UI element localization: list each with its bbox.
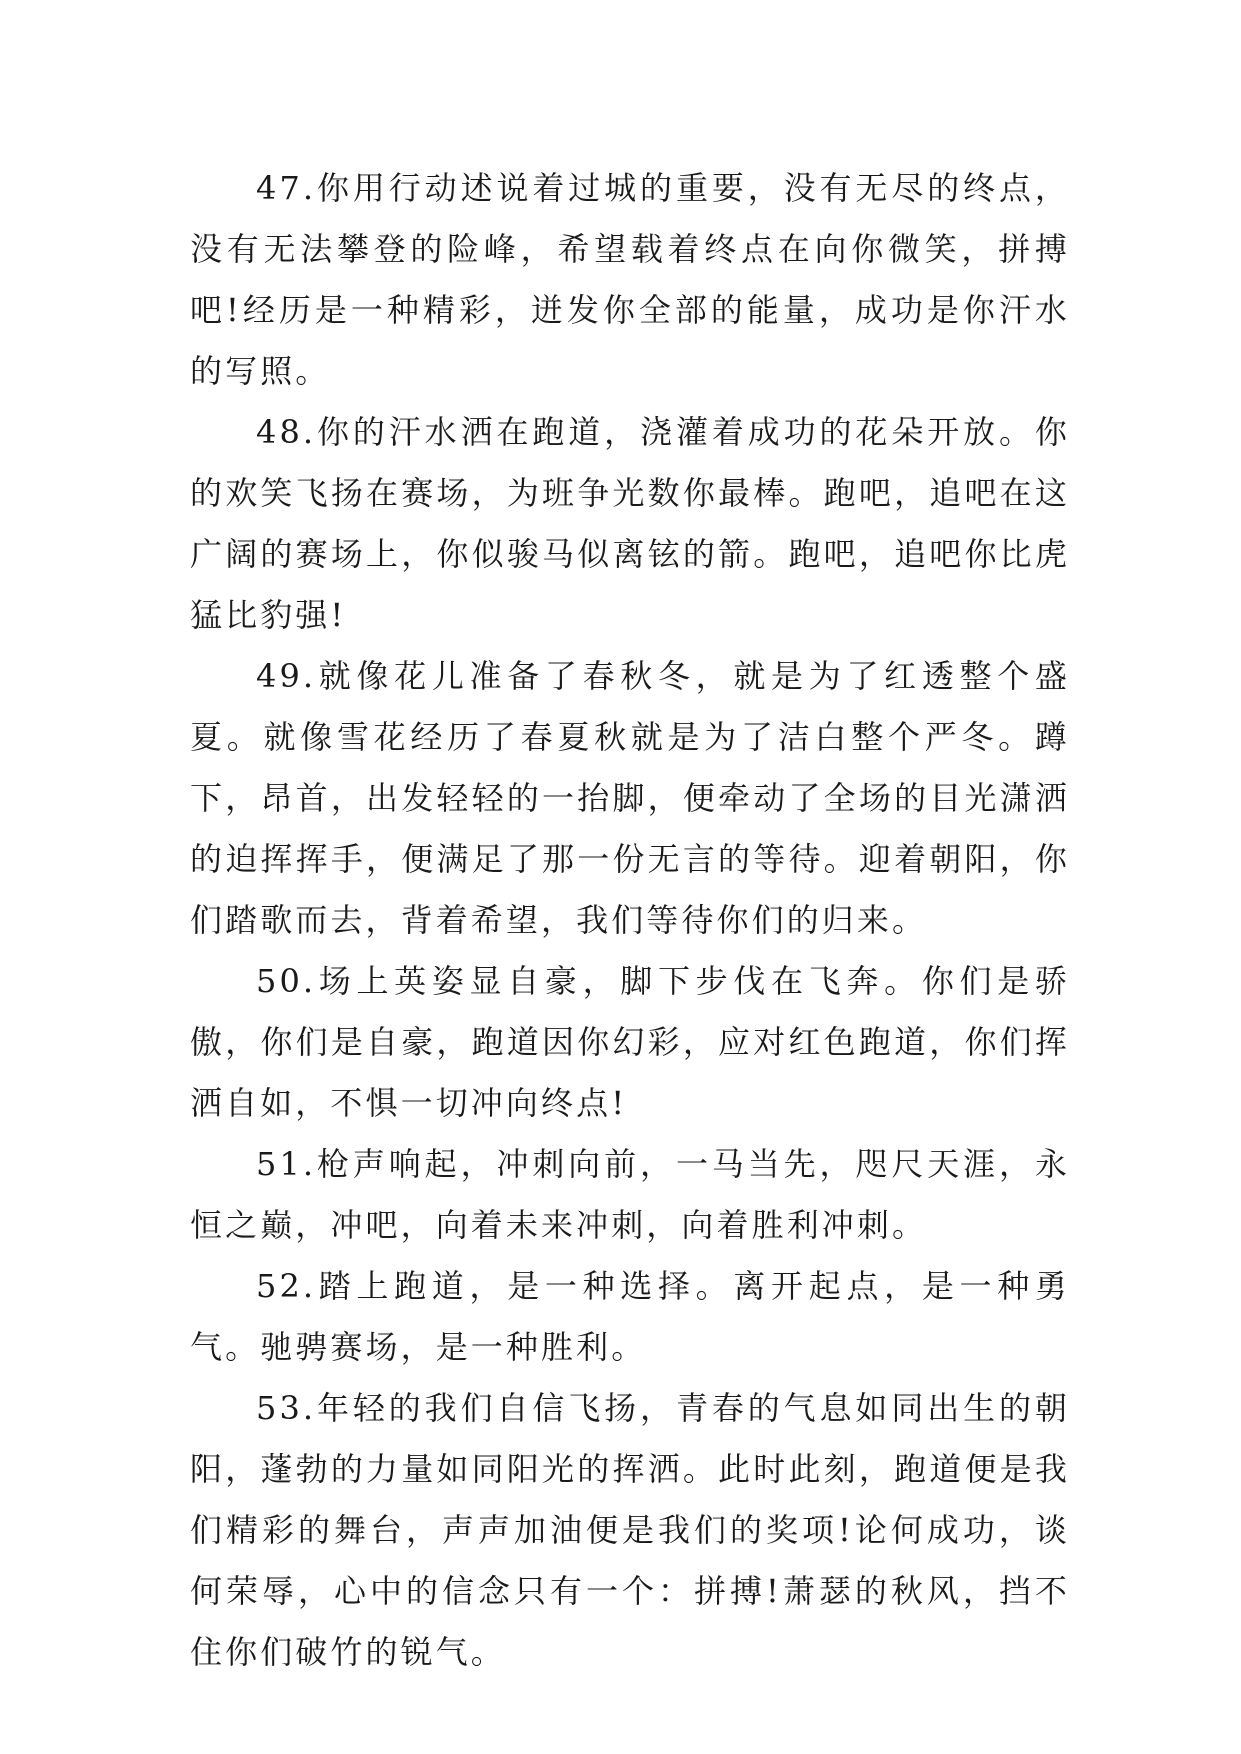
paragraph-48: 48.你的汗水洒在跑道，浇灌着成功的花朵开放。你的欢笑飞扬在赛场，为班争光数你最棒。跑吧，追吧在这广阔的赛场上，你似骏马似离铉的箭。跑吧，追吧你比虎猛比豹强! (190, 413, 1070, 634)
document-body (190, 158, 1070, 1683)
paragraph-47: 47.你用行动述说着过城的重要，没有无尽的终点，没有无法攀登的险峰，希望载着终点在向你微笑，拼搏吧!经历是一种精彩，迸发你全部的能量，成功是你汗水的写照。 (190, 169, 1070, 390)
paragraph-52: 52.踏上跑道，是一种选择。离开起点，是一种勇气。驰骋赛场，是一种胜利。 (190, 1267, 1070, 1366)
paragraph-53: 53.年轻的我们自信飞扬，青春的气息如同出生的朝阳，蓬勃的力量如同阳光的挥洒。此时此刻，跑道便是我们精彩的舞台，声声加油便是我们的奖项!论何成功，谈何荣辱，心中的信念只有一个：拼搏!萧瑟的秋风，挡不住你们破竹的锐气。 (190, 1389, 1070, 1671)
paragraph-50: 50.场上英姿显自豪，脚下步伐在飞奔。你们是骄傲，你们是自豪，跑道因你幻彩，应对红色跑道，你们挥洒自如，不惧一切冲向终点! (190, 962, 1070, 1122)
paragraph-49: 49.就像花儿准备了春秋冬，就是为了红透整个盛夏。就像雪花经历了春夏秋就是为了洁白整个严冬。蹲下，昂首，出发轻轻的一抬脚，便牵动了全场的目光潇洒的迫挥挥手，便满足了那一份无言的等待。迎着朝阳，你们踏歌而去，背着希望，我们等待你们的归来。 (190, 657, 1070, 939)
paragraph-51: 51.枪声响起，冲刺向前，一马当先，咫尺天涯，永恒之巅，冲吧，向着未来冲刺，向着胜利冲刺。 (190, 1145, 1070, 1244)
